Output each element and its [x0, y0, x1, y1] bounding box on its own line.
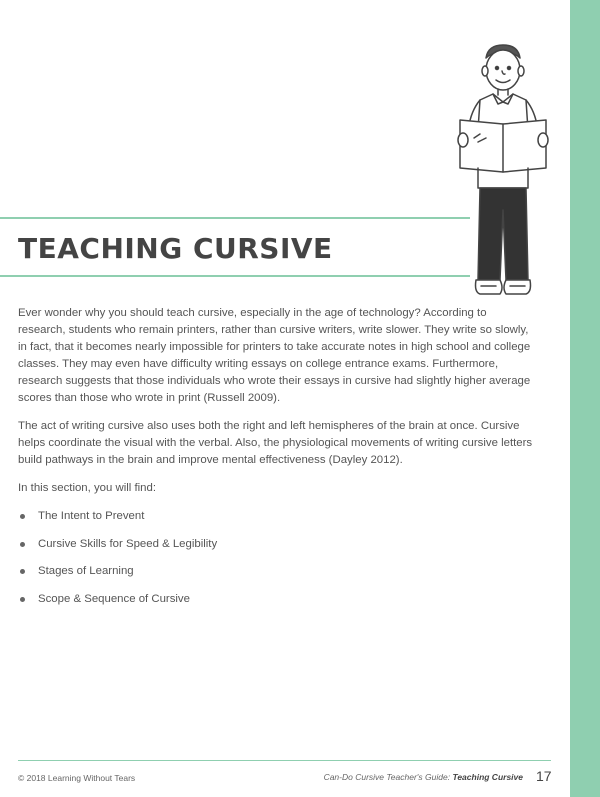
list-item-label: Cursive Skills for Speed & Legibility	[38, 537, 218, 550]
body-paragraph: The act of writing cursive also uses both the right and left hemispheres of the brain at once. Cursive helps coordinate the visual with the verbal. Also, the physiological movements of writing cursive letters build pathways in the brain and improve mental effectiveness (Dayley 2012).	[18, 420, 533, 466]
list-item	[18, 508, 533, 525]
list-item-label: Scope & Sequence of Cursive	[38, 592, 190, 605]
section-list	[18, 508, 533, 608]
bullet-icon	[20, 569, 25, 574]
footer-copyright: © 2018 Learning Without Tears	[18, 773, 136, 783]
side-color-band	[570, 0, 600, 797]
title-rule-bottom	[0, 275, 470, 277]
footer-guide-title	[324, 772, 523, 782]
footer-section-name: Teaching Cursive	[452, 772, 523, 782]
boy-holding-book-icon	[448, 40, 558, 298]
title-rule-top	[0, 217, 470, 219]
list-item	[18, 591, 533, 608]
bullet-icon	[20, 542, 25, 547]
list-item	[18, 536, 533, 553]
bullet-icon	[20, 597, 25, 602]
footer-rule	[18, 760, 551, 761]
list-item-label: The Intent to Prevent	[38, 510, 145, 522]
body-paragraph: Ever wonder why you should teach cursive, especially in the age of technology? According to research, students who remain printers, rather than cursive writers, write slower. They write so slowly, in fact, that it becomes nearly impossible for printers to take accurate notes in high school and college classes. They may even have difficulty writing essays on college entrance exams. Furthermore, research suggests that those individuals who wrote their essays in cursive had slightly higher average scores than those who wrote in print (Russell 2009).	[18, 307, 531, 404]
bullet-icon	[20, 514, 25, 519]
footer-guide-name: Can-Do Cursive Teacher's Guide:	[323, 772, 451, 782]
body-paragraph: In this section, you will find:	[18, 482, 157, 494]
page-title: TEACHING CURSIVE	[18, 232, 333, 265]
list-item	[18, 563, 533, 580]
page-number: 17	[536, 768, 552, 784]
list-item-label: Stages of Learning	[38, 565, 134, 577]
body-content	[18, 305, 533, 618]
